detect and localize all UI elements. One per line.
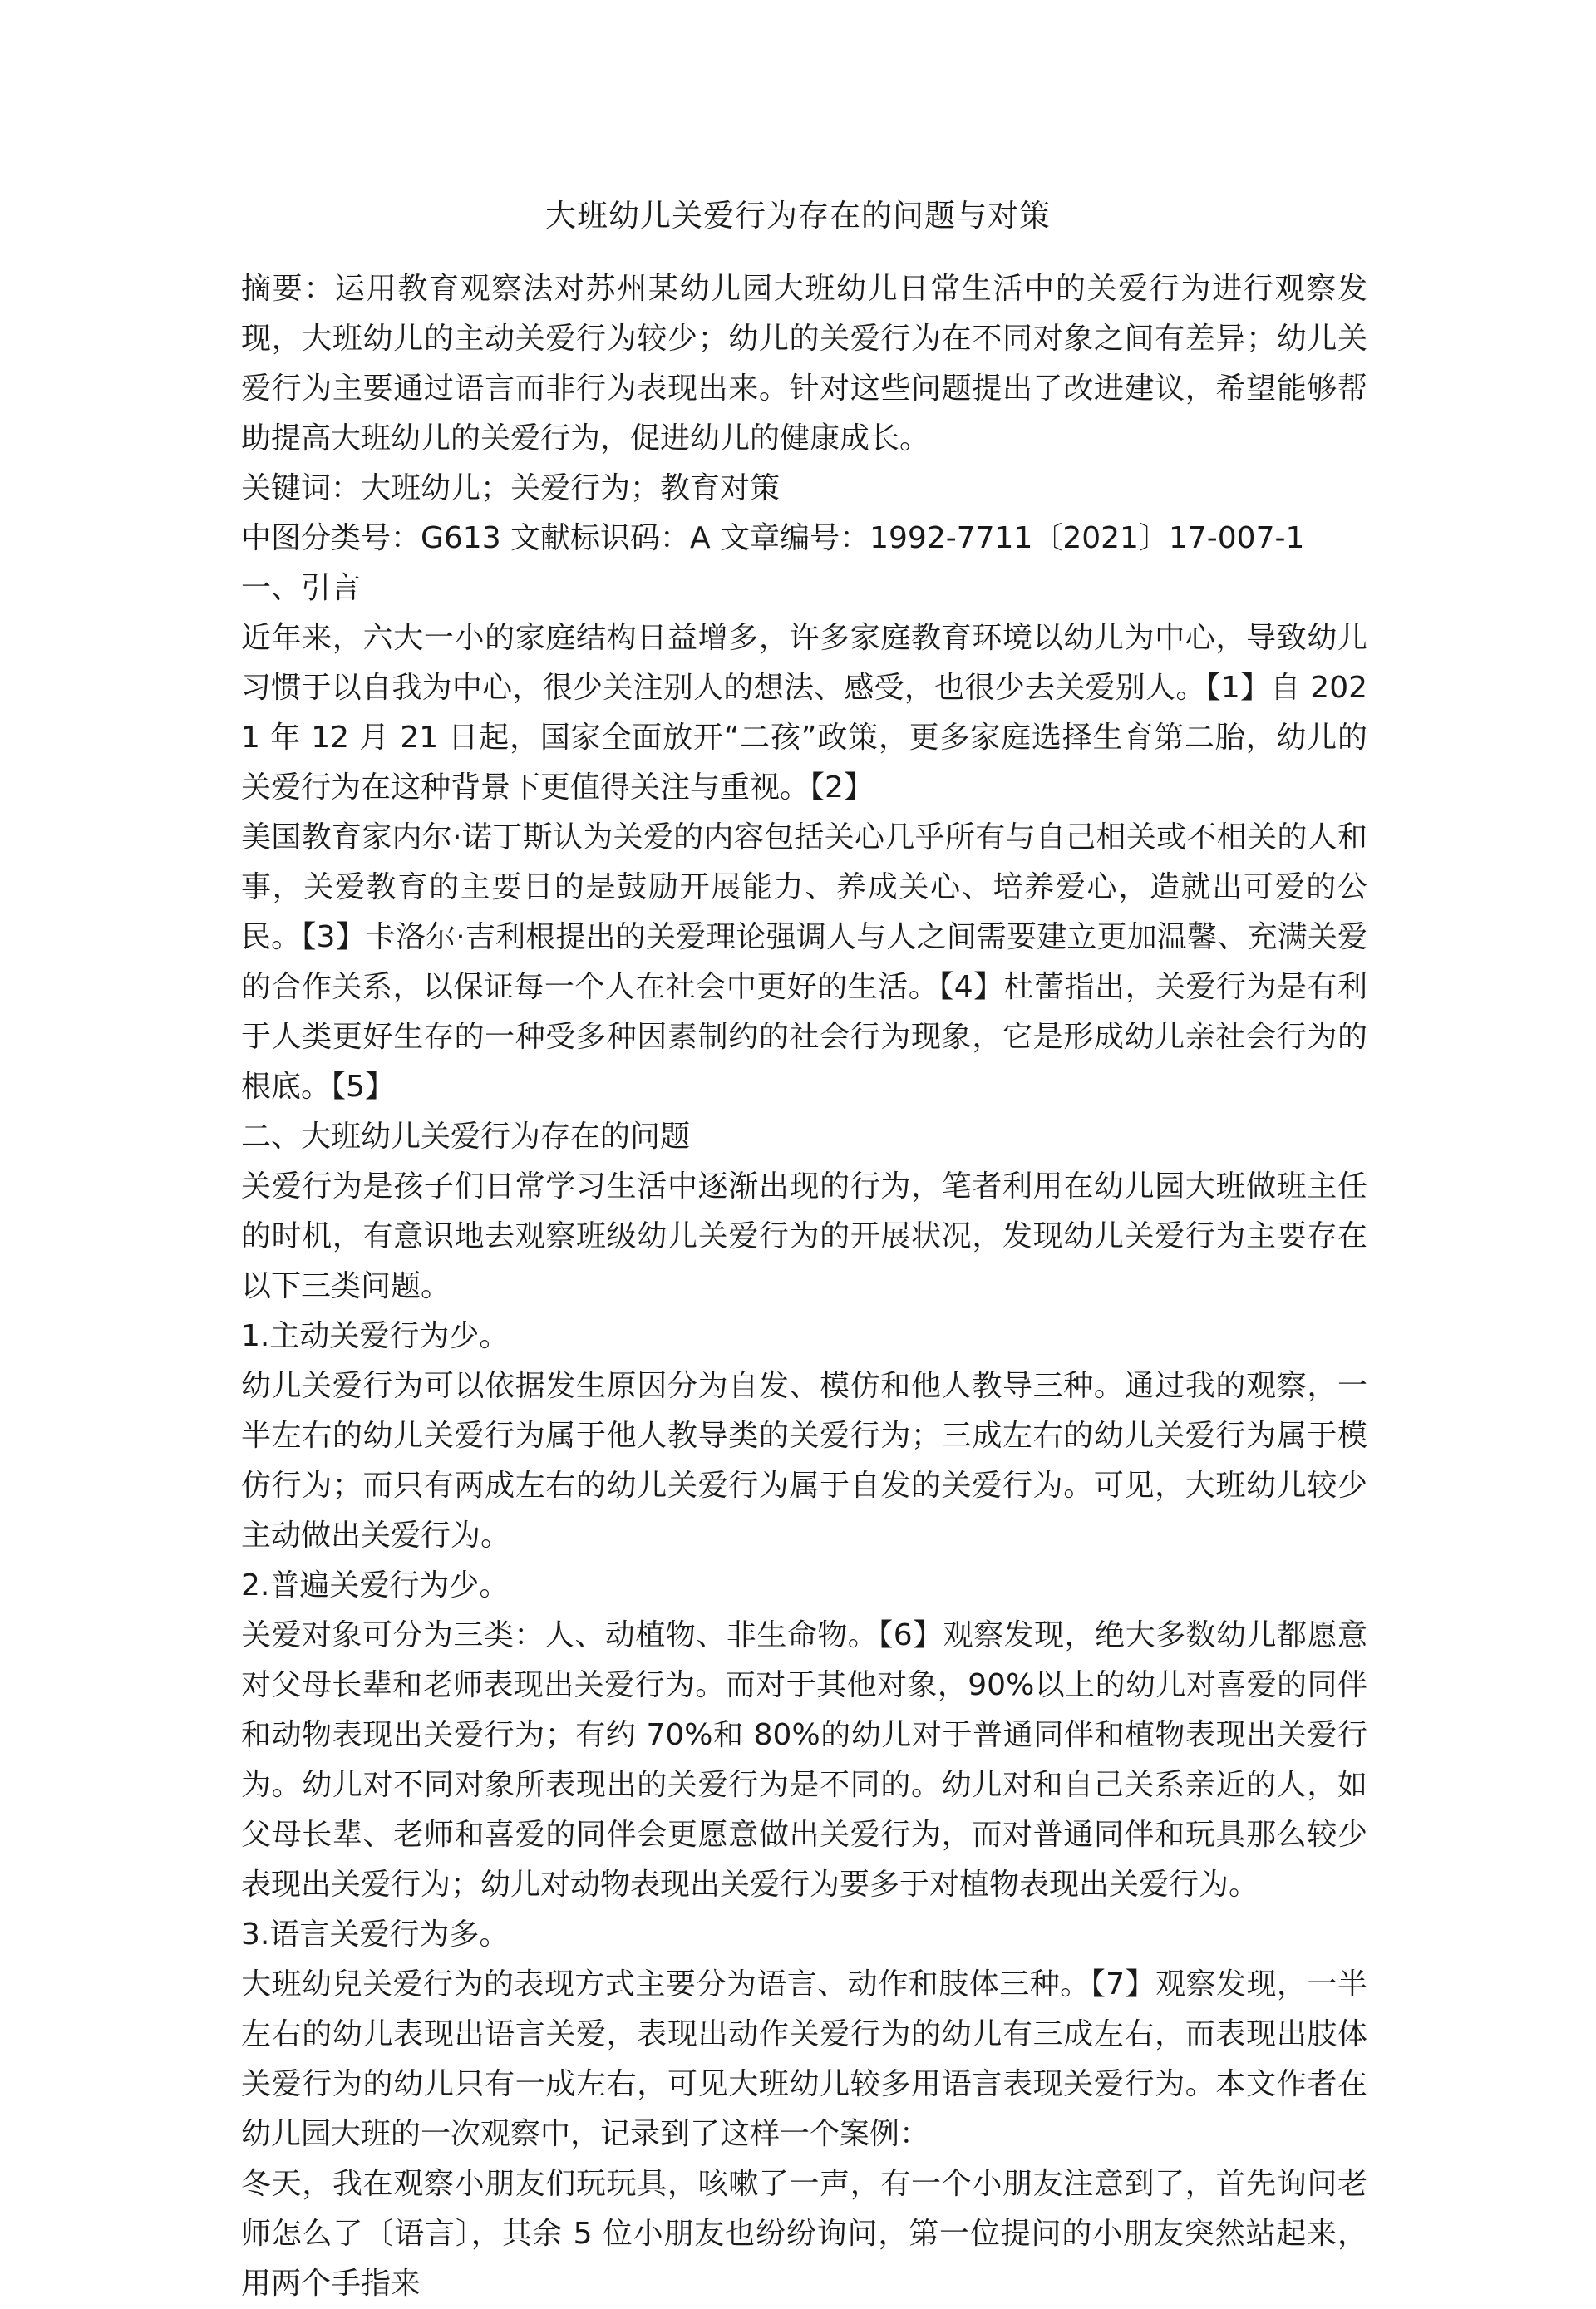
abstract-paragraph: 摘要：运用教育观察法对苏州某幼儿园大班幼儿日常生活中的关爱行为进行观察发现，大班幼儿的主动关爱行为较少；幼儿的关爱行为在不同对象之间有差异；幼儿关爱行为主要通过语言而非行为表现出来。针对这些问题提出了改进建议，希望能够帮助提高大班幼儿的关爱行为，促进幼儿的健康成长。 xyxy=(241,272,1367,455)
body-paragraph: 幼儿关爱行为可以依据发生原因分为自发、模仿和他人教导三种。通过我的观察，一半左右的幼儿关爱行为属于他人教导类的关爱行为；三成左右的幼儿关爱行为属于模仿行为；而只有两成左右的幼儿关爱行为属于自发的关爱行为。可见，大班幼儿较少主动做出关爱行为。 xyxy=(241,1369,1367,1553)
body-paragraph: 关爱对象可分为三类：人、动植物、非生命物。【6】观察发现，绝大多数幼儿都愿意对父母长辈和老师表现出关爱行为。而对于其他对象，90%以上的幼儿对喜爱的同伴和动物表现出关爱行为；有约 70%和 80%的幼儿对于普通同伴和植物表现出关爱行为。幼儿对不同对象所表现出的关爱行为是不同的。幼儿对和自己关系亲近的人，如父母长辈、老师和喜爱的同伴会更愿意做出关爱行为，而对普通同伴和玩具那么较少表现出关爱行为；幼儿对动物表现出关爱行为要多于对植物表现出关爱行为。 xyxy=(241,1618,1367,1902)
body-paragraph: 大班幼兒关爱行为的表现方式主要分为语言、动作和肢体三种。【7】观察发现，一半左右的幼儿表现出语言关爱，表现出动作关爱行为的幼儿有三成左右，而表现出肢体关爱行为的幼儿只有一成左右，可见大班幼儿较多用语言表现关爱行为。本文作者在幼儿园大班的一次观察中，记录到了这样一个案例： xyxy=(241,1967,1367,2151)
document-body xyxy=(241,264,1367,2309)
document-title: 大班幼儿关爱行为存在的问题与对策 xyxy=(545,198,1051,234)
subheading-active-care: 1.主动关爱行为少。 xyxy=(241,1319,510,1353)
subheading-verbal-care: 3.语言关爱行为多。 xyxy=(241,1918,510,1952)
body-paragraph: 冬天，我在观察小朋友们玩玩具，咳嗽了一声，有一个小朋友注意到了，首先询问老师怎么了〔语言〕，其余 5 位小朋友也纷纷询问，第一位提问的小朋友突然站起来，用两个手指来 xyxy=(241,2167,1367,2301)
body-paragraph: 美国教育家内尔·诺丁斯认为关爱的内容包括关心几乎所有与自己相关或不相关的人和事，关爱教育的主要目的是鼓励开展能力、养成关心、培养爱心，造就出可爱的公民。【3】卡洛尔·吉利根提出的关爱理论强调人与人之间需要建立更加温馨、充满关爱的合作关系，以保证每一个人在社会中更好的生活。【4】杜蕾指出，关爱行为是有利于人类更好生存的一种受多种因素制约的社会行为现象，它是形成幼儿亲社会行为的根底。【5】 xyxy=(241,820,1367,1104)
subheading-general-care: 2.普遍关爱行为少。 xyxy=(241,1568,510,1603)
classification-line: 中图分类号：G613 文献标识码：A 文章编号：1992-7711〔2021〕17-007-1 xyxy=(241,521,1305,555)
body-paragraph: 关爱行为是孩子们日常学习生活中逐渐出现的行为，笔者利用在幼儿园大班做班主任的时机，有意识地去观察班级幼儿关爱行为的开展状况，发现幼儿关爱行为主要存在以下三类问题。 xyxy=(241,1169,1367,1303)
section-heading-intro: 一、引言 xyxy=(241,571,362,605)
body-paragraph: 近年来，六大一小的家庭结构日益增多，许多家庭教育环境以幼儿为中心，导致幼儿习惯于以自我为中心，很少关注别人的想法、感受，也很少去关爱别人。【1】自 2021 年 12 月 21 日起，国家全面放开“二孩”政策，更多家庭选择生育第二胎，幼儿的关爱行为在这种背景下更值得关注与重视。【2】 xyxy=(241,621,1367,805)
section-heading-problems: 二、大班幼儿关爱行为存在的问题 xyxy=(241,1120,691,1154)
keywords-line: 关键词：大班幼儿；关爱行为；教育对策 xyxy=(241,471,781,505)
